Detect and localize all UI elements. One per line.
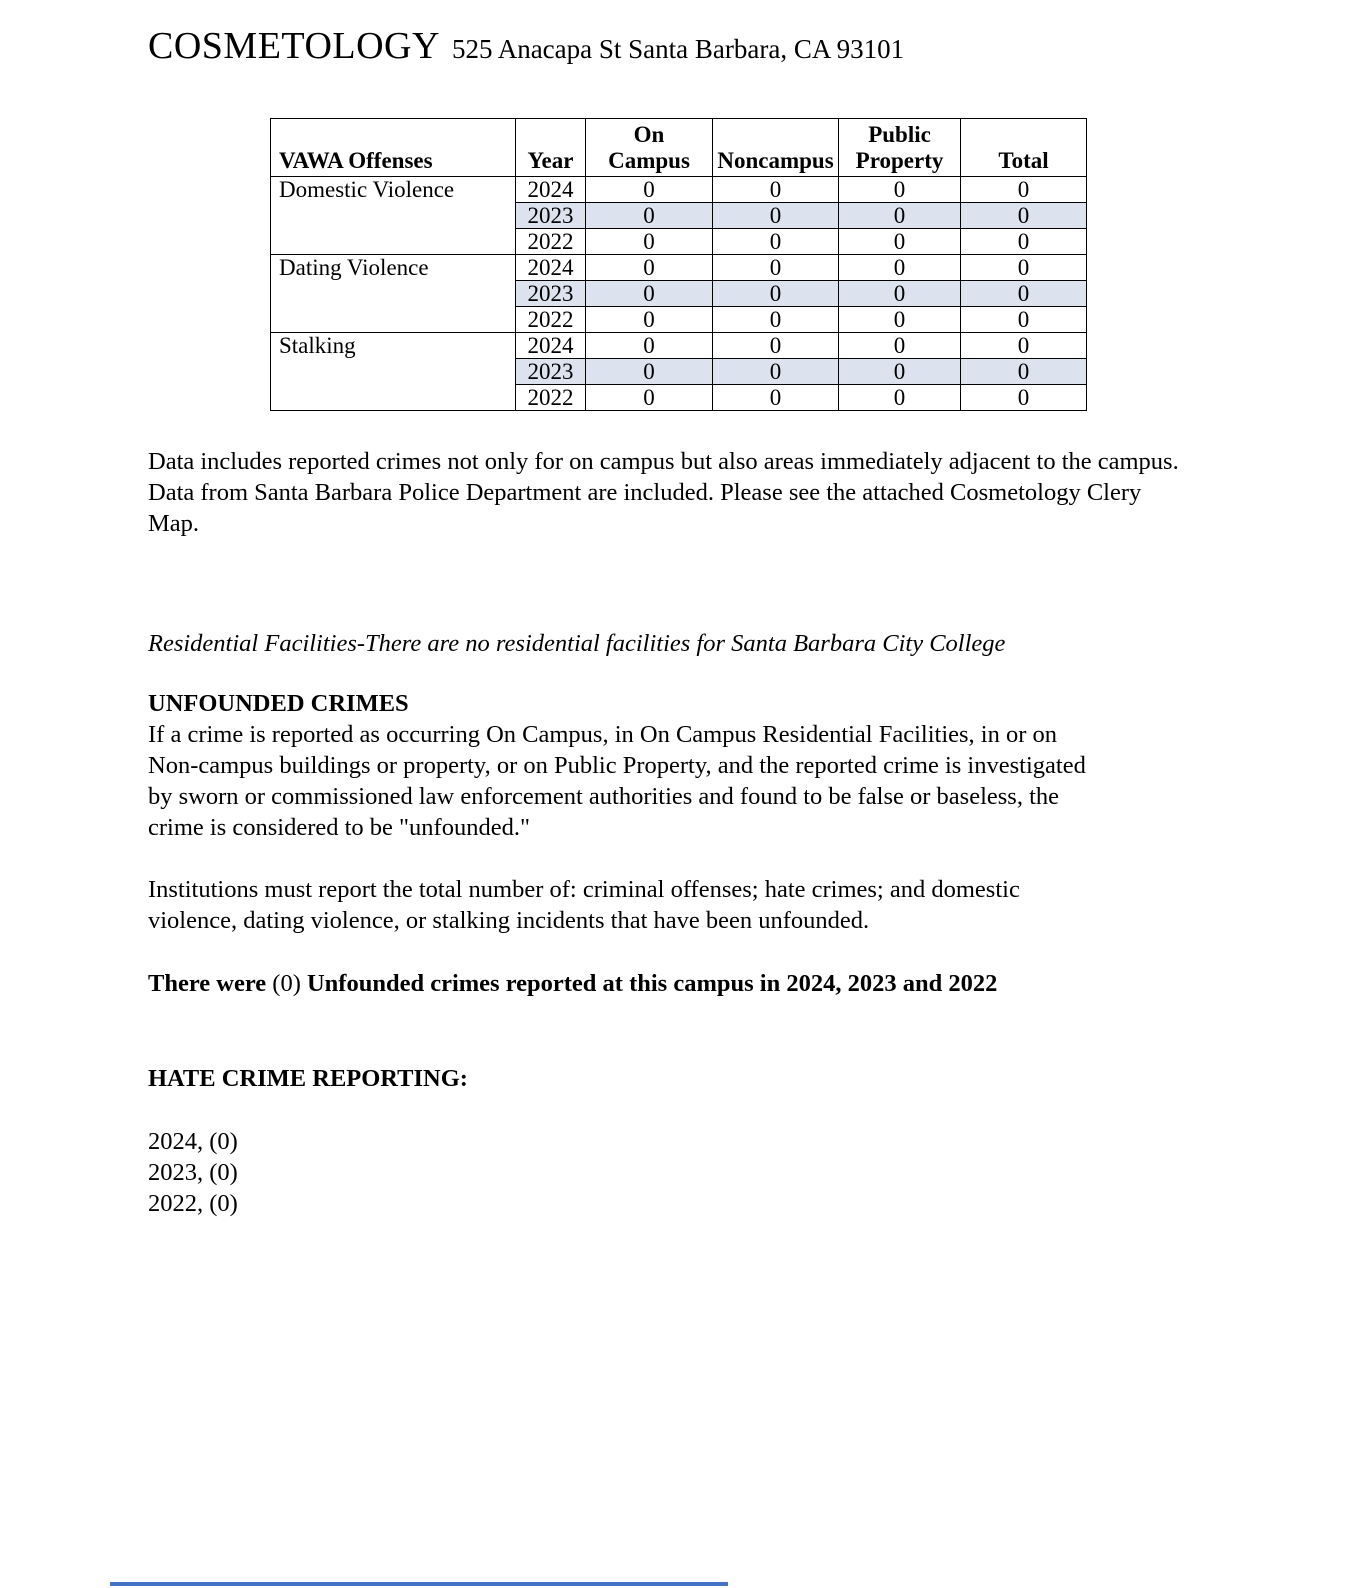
header-year: Year — [516, 118, 586, 176]
value-cell: 0 — [839, 332, 961, 358]
value-cell: 0 — [839, 202, 961, 228]
campus-address: 525 Anacapa St Santa Barbara, CA 93101 — [451, 34, 905, 64]
table-row — [271, 254, 1087, 280]
value-cell: 0 — [586, 384, 713, 410]
year-cell: 2023 — [516, 280, 586, 306]
value-cell: 0 — [839, 306, 961, 332]
value-cell: 0 — [713, 228, 839, 254]
value-cell: 0 — [713, 202, 839, 228]
value-cell: 0 — [586, 176, 713, 202]
data-note-paragraph: Data includes reported crimes not only for on campus but also areas immediately adjacent to the campus. Data from Santa Barbara Police Department are included. Please see the attached Cosmetology Clery Map. — [148, 447, 1179, 537]
summary-prefix: There were — [148, 969, 273, 997]
residential-facilities-note: Residential Facilities-There are no residential facilities for Santa Barbara City College — [148, 629, 1006, 657]
hate-crime-line-2024: 2024, (0) — [148, 1127, 238, 1155]
value-cell: 0 — [961, 384, 1087, 410]
offense-cell: Stalking — [271, 332, 516, 410]
value-cell: 0 — [586, 254, 713, 280]
hate-crime-counts — [148, 1126, 1222, 1219]
year-cell: 2023 — [516, 358, 586, 384]
page-title — [148, 26, 1222, 68]
value-cell: 0 — [961, 176, 1087, 202]
value-cell: 0 — [713, 306, 839, 332]
unfounded-summary-line — [148, 968, 1222, 999]
year-cell: 2022 — [516, 228, 586, 254]
value-cell: 0 — [839, 384, 961, 410]
value-cell: 0 — [713, 358, 839, 384]
value-cell: 0 — [961, 228, 1087, 254]
value-cell: 0 — [713, 332, 839, 358]
table-header-row — [271, 118, 1087, 176]
value-cell: 0 — [586, 358, 713, 384]
value-cell: 0 — [961, 202, 1087, 228]
year-cell: 2024 — [516, 254, 586, 280]
value-cell: 0 — [839, 358, 961, 384]
year-cell: 2024 — [516, 332, 586, 358]
value-cell: 0 — [839, 228, 961, 254]
header-public-property: Public Property — [839, 118, 961, 176]
value-cell: 0 — [586, 280, 713, 306]
table-row — [271, 332, 1087, 358]
header-on-campus: On Campus — [586, 118, 713, 176]
year-cell: 2022 — [516, 306, 586, 332]
vawa-offenses-table — [270, 118, 1087, 411]
unfounded-crimes-heading: UNFOUNDED CRIMES — [148, 689, 409, 717]
value-cell: 0 — [961, 306, 1087, 332]
hate-crime-line-2023: 2023, (0) — [148, 1158, 238, 1186]
offense-cell: Domestic Violence — [271, 176, 516, 254]
value-cell: 0 — [586, 332, 713, 358]
value-cell: 0 — [961, 358, 1087, 384]
value-cell: 0 — [839, 254, 961, 280]
year-cell: 2023 — [516, 202, 586, 228]
year-cell: 2024 — [516, 176, 586, 202]
header-total: Total — [961, 118, 1087, 176]
campus-name: COSMETOLOGY — [148, 25, 440, 67]
value-cell: 0 — [961, 254, 1087, 280]
value-cell: 0 — [713, 280, 839, 306]
value-cell: 0 — [713, 254, 839, 280]
header-noncampus: Noncampus — [713, 118, 839, 176]
value-cell: 0 — [586, 202, 713, 228]
hate-crime-heading: HATE CRIME REPORTING: — [148, 1064, 468, 1092]
value-cell: 0 — [713, 176, 839, 202]
value-cell: 0 — [586, 306, 713, 332]
hate-crime-line-2022: 2022, (0) — [148, 1189, 238, 1217]
summary-suffix: Unfounded crimes reported at this campus in 2024, 2023 and 2022 — [300, 969, 998, 997]
value-cell: 0 — [961, 332, 1087, 358]
offense-cell: Dating Violence — [271, 254, 516, 332]
year-cell: 2022 — [516, 384, 586, 410]
unfounded-crimes-definition: If a crime is reported as occurring On Campus, in On Campus Residential Facilities, in or on Non-campus buildings or property, or on Public Property, and the reported crime is investigated by sworn or commissioned law enforcement authorities and found to be false or baseless, the crime is considered to be "unfounded." — [148, 720, 1086, 841]
unfounded-count: (0) — [272, 969, 301, 997]
value-cell: 0 — [586, 228, 713, 254]
value-cell: 0 — [713, 384, 839, 410]
header-vawa-offenses: VAWA Offenses — [271, 118, 516, 176]
value-cell: 0 — [961, 280, 1087, 306]
value-cell: 0 — [839, 176, 961, 202]
institutions-report-paragraph: Institutions must report the total number of: criminal offenses; hate crimes; and domestic violence, dating violence, or stalking incidents that have been unfounded. — [148, 875, 1020, 934]
table-row — [271, 176, 1087, 202]
bottom-blue-rule — [110, 1582, 728, 1586]
value-cell: 0 — [839, 280, 961, 306]
